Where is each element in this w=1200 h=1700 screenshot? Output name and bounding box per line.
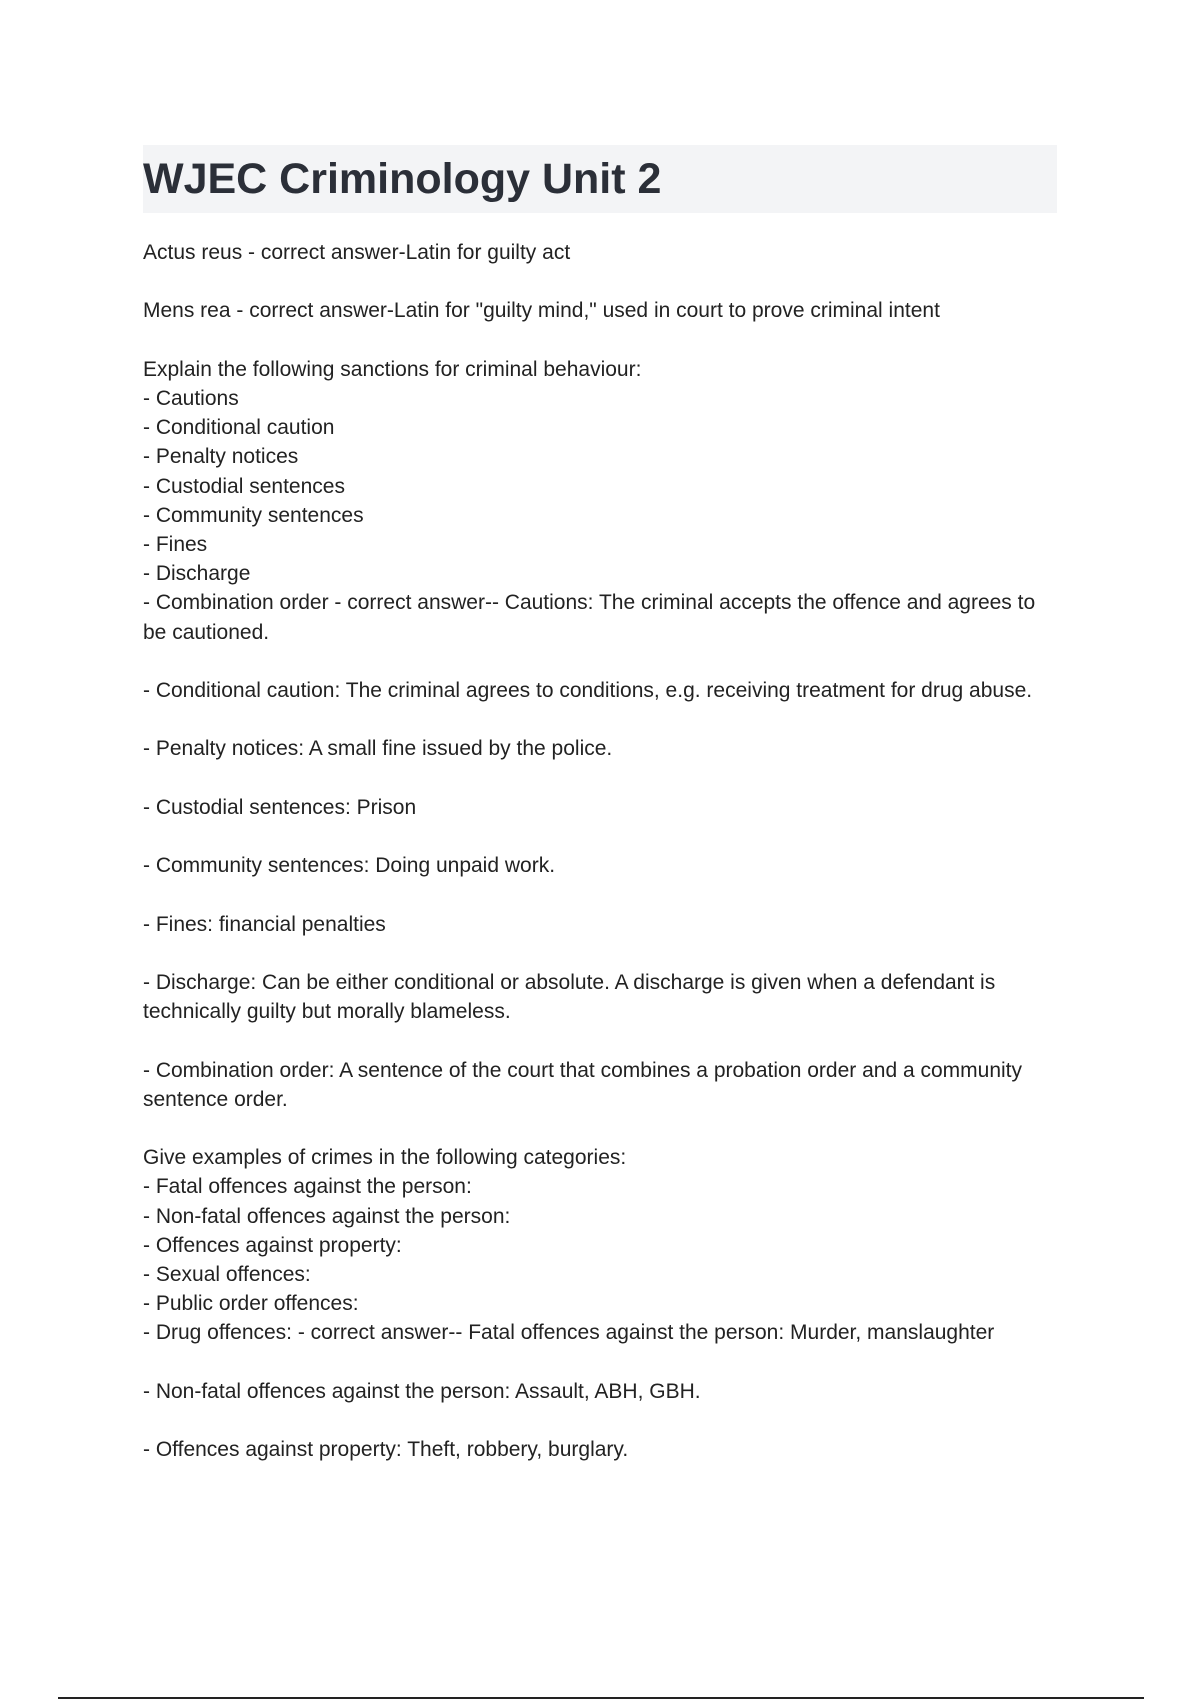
text-line: - Combination order - correct answer-- Cautions: The criminal accepts the offence and agrees to be cautioned. xyxy=(143,591,1036,644)
title-banner xyxy=(143,145,1057,213)
paragraph xyxy=(143,968,1063,1026)
text-line: - Custodial sentences xyxy=(143,474,345,498)
page-title: WJEC Criminology Unit 2 xyxy=(143,155,662,203)
paragraph xyxy=(143,793,1063,822)
text-line: - Offences against property: xyxy=(143,1233,402,1257)
text-line: Explain the following sanctions for criminal behaviour: xyxy=(143,357,642,381)
text-line: - Fines xyxy=(143,533,208,556)
paragraph xyxy=(143,355,1063,647)
paragraph xyxy=(143,1056,1063,1114)
paragraph xyxy=(143,1143,1063,1347)
text-line: - Public order offences: xyxy=(143,1292,359,1316)
text-line: - Combination order: A sentence of the court that combines a probation order and a community sentence order. xyxy=(143,1058,1022,1111)
paragraph xyxy=(143,296,1063,325)
text-line: - Fines: financial penalties xyxy=(143,912,386,936)
text-line: - Penalty notices xyxy=(143,445,299,469)
text-line: - Penalty notices: A small fine issued by the police. xyxy=(143,737,613,761)
text-line: - Discharge: Can be either conditional or absolute. A discharge is given when a defendant is technically guilty but morally blameless. xyxy=(143,970,996,1024)
text-line: - Sexual offences: xyxy=(143,1262,311,1286)
text-line: - Offences against property: Theft, robbery, burglary. xyxy=(143,1438,629,1462)
document-body xyxy=(143,238,1063,1494)
text-line: - Fatal offences against the person: xyxy=(143,1175,472,1199)
paragraph xyxy=(143,1435,1063,1464)
text-line: - Custodial sentences: Prison xyxy=(143,795,417,819)
paragraph xyxy=(143,1377,1063,1406)
text-line: - Cautions xyxy=(143,386,239,410)
text-line: - Conditional caution: The criminal agrees to conditions, e.g. receiving treatment for drug abuse. xyxy=(143,679,1033,702)
paragraph xyxy=(143,851,1063,880)
text-line: - Conditional caution xyxy=(143,416,335,440)
text-line: Mens rea - correct answer-Latin for "guilty mind," used in court to prove criminal intent xyxy=(143,299,940,323)
text-line: Actus reus - correct answer-Latin for guilty act xyxy=(143,241,571,264)
paragraph xyxy=(143,238,1063,267)
text-line: - Drug offences: - correct answer-- Fatal offences against the person: Murder, manslaughter xyxy=(143,1321,995,1345)
text-line: - Non-fatal offences against the person: Assault, ABH, GBH. xyxy=(143,1379,701,1403)
text-line: - Discharge xyxy=(143,562,251,586)
text-line: - Community sentences xyxy=(143,503,364,527)
text-line: - Non-fatal offences against the person: xyxy=(143,1204,511,1228)
text-line: - Community sentences: Doing unpaid work. xyxy=(143,854,556,878)
paragraph xyxy=(143,910,1063,939)
paragraph xyxy=(143,676,1063,705)
text-line: Give examples of crimes in the following categories: xyxy=(143,1146,627,1170)
footer-divider xyxy=(58,1697,1144,1699)
paragraph xyxy=(143,734,1063,763)
